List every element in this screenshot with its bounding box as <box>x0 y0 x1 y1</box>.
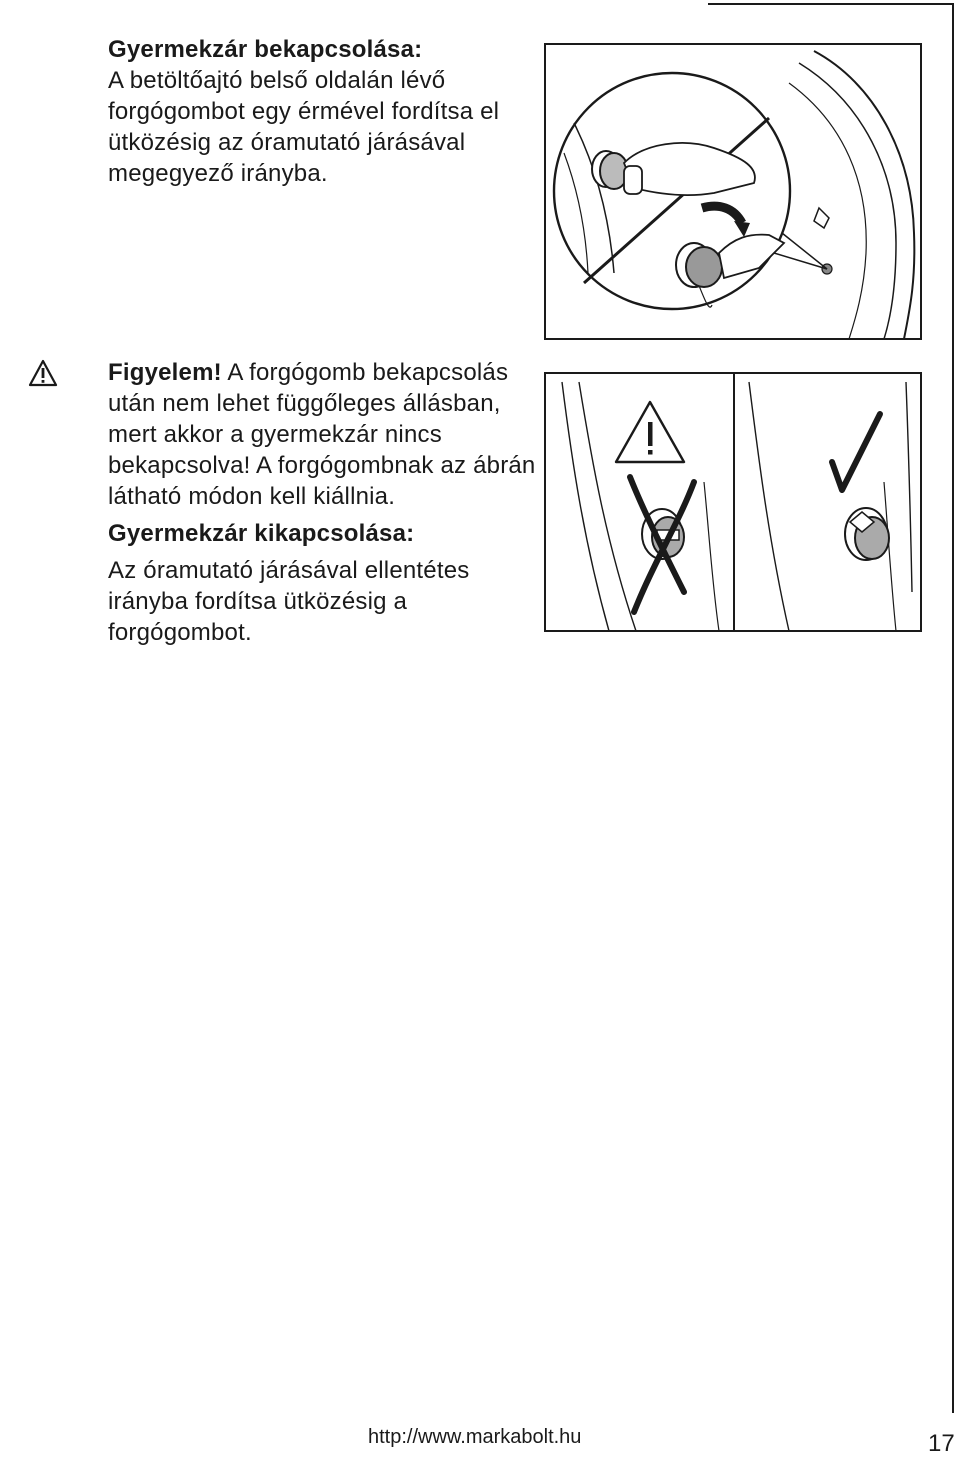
paragraph-child-lock-off: Az óramutató járásával ellentétes irányba fordítsa ütközésig a forgógombot. <box>108 557 470 646</box>
warning-block <box>108 357 538 512</box>
figure-knob-turn <box>544 43 922 340</box>
warning-label: Figyelem! <box>108 359 222 386</box>
warning-triangle-icon <box>28 359 58 387</box>
warning-text: A forgógomb bekapcsolás után nem lehet függőleges állásban, mert akkor a gyermekzár nincs bekapcsolva! A forgógombnak az ábrán látható módon kell kiállnia. <box>108 359 536 510</box>
page-number: 17 <box>928 1430 955 1457</box>
text-column <box>108 34 538 648</box>
heading-child-lock-on: Gyermekzár bekapcsolása: <box>108 36 423 63</box>
figure-knob-positions <box>544 372 922 632</box>
page-frame-top <box>708 3 954 5</box>
heading-child-lock-off: Gyermekzár kikapcsolása: <box>108 520 415 547</box>
footer-url[interactable]: http://www.markabolt.hu <box>368 1426 582 1448</box>
paragraph-child-lock-on: A betöltőajtó belső oldalán lévő forgógombot egy érmével fordítsa el ütközésig az óramutató járásával megegyező irányba. <box>108 67 500 187</box>
page-frame-right <box>952 3 954 1413</box>
